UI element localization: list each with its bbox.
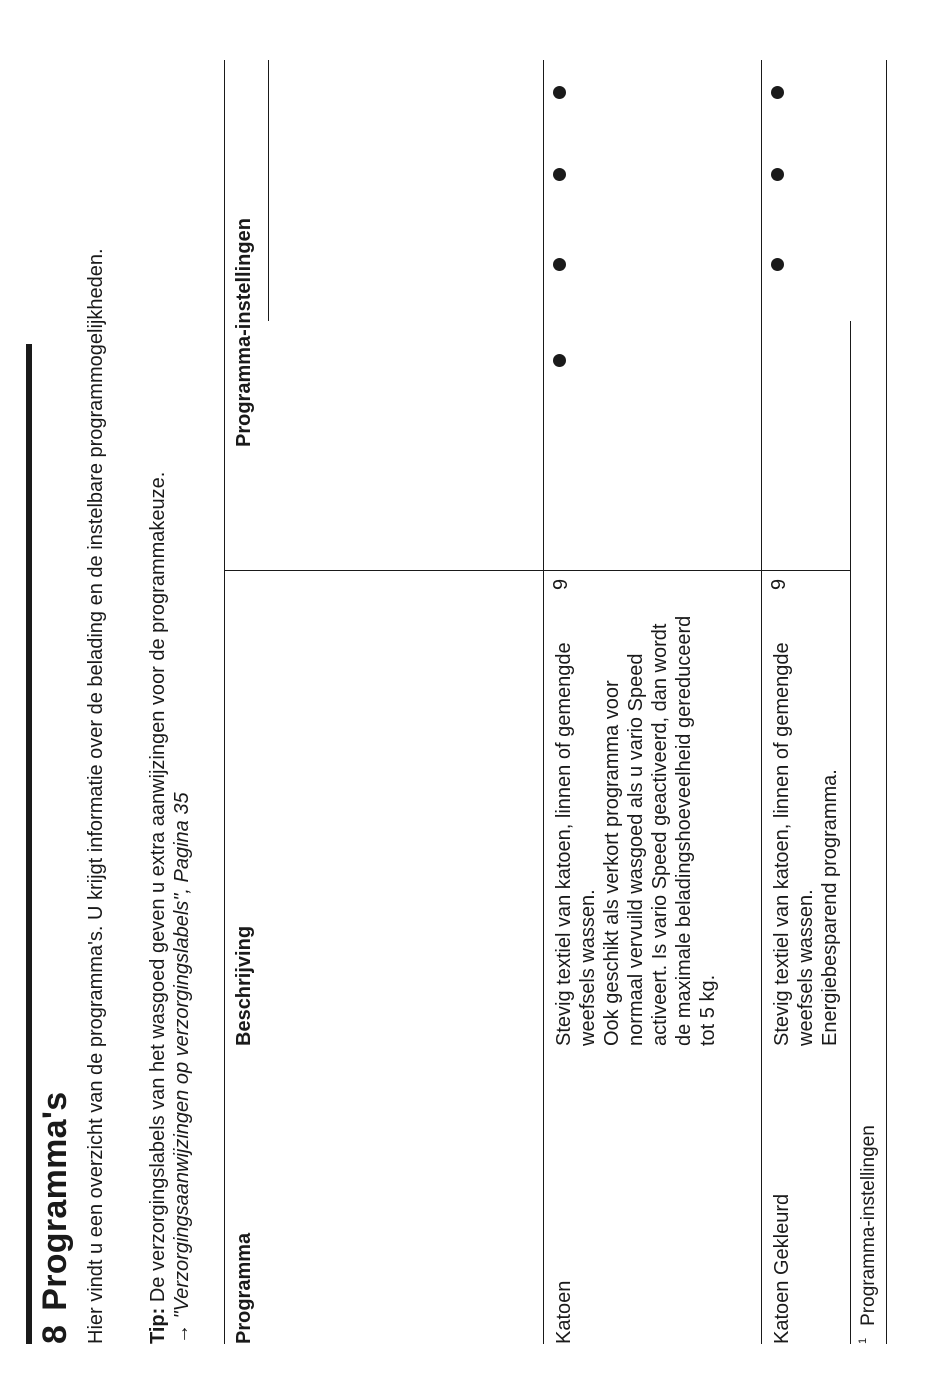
footnote-rule bbox=[850, 321, 851, 1344]
tip-text: De verzorgingslabels van het wasgoed geven u extra aanwijzingen voor de programmakeuze. bbox=[147, 471, 169, 1308]
setting-dot bbox=[771, 258, 784, 271]
setting-dot bbox=[553, 168, 566, 181]
setting-dot bbox=[771, 86, 784, 99]
program-name: Katoen bbox=[553, 1280, 575, 1344]
setting-dot bbox=[771, 168, 784, 181]
program-name: Katoen Gekleurd bbox=[771, 1193, 793, 1344]
column-divider bbox=[224, 570, 850, 571]
settings-header-rule bbox=[268, 60, 269, 321]
setting-dot bbox=[553, 354, 566, 367]
table-bottom-rule bbox=[886, 60, 887, 1344]
intro-text: Hier vindt u een overzicht van de programma's. U krijgt informatie over de belading en de instelbare programmogelijkheden. bbox=[85, 248, 107, 1344]
section-number: 8 bbox=[36, 1324, 74, 1344]
footnote bbox=[857, 1125, 880, 1344]
tip-paragraph bbox=[146, 234, 194, 1344]
section-title: Programma's bbox=[36, 1091, 74, 1311]
program-description: Stevig textiel van katoen, linnen of gemengde weefsels wassen. Energiebesparend programma. bbox=[771, 642, 841, 1046]
row-divider bbox=[761, 60, 762, 1344]
footnote-text: Programma-instellingen bbox=[858, 1125, 879, 1326]
page-title bbox=[36, 1092, 75, 1344]
setting-dot bbox=[553, 258, 566, 271]
header-settings: Programma-instellingen bbox=[233, 218, 255, 447]
arrow-glyph: → bbox=[171, 1318, 193, 1344]
footnote-marker: 1 bbox=[857, 1337, 869, 1344]
tip-label: Tip: bbox=[147, 1307, 169, 1344]
load-value: 9 bbox=[768, 578, 790, 590]
care-label-link[interactable]: "Verzorgingsaanwijzingen op verzorgingslabels" bbox=[171, 893, 193, 1319]
header-description: Beschrijving bbox=[233, 925, 255, 1046]
section-bar bbox=[26, 344, 32, 1344]
setting-dot bbox=[553, 86, 566, 99]
row-divider bbox=[543, 60, 544, 1344]
program-description: Stevig textiel van katoen, linnen of gemengde weefsels wassen. Ook geschikt als verkort programma voor normaal vervuild wasgoed als u vario Speed activeert. Is vario Speed geactiveerd, dan wordt de maximale beladingshoeveelheid gereduceerd tot 5 kg. bbox=[553, 615, 719, 1046]
header-program: Programma bbox=[233, 1232, 255, 1344]
page-reference: , Pagina 35 bbox=[171, 792, 193, 894]
table-top-rule bbox=[224, 60, 225, 1344]
load-value: 9 bbox=[550, 578, 572, 590]
